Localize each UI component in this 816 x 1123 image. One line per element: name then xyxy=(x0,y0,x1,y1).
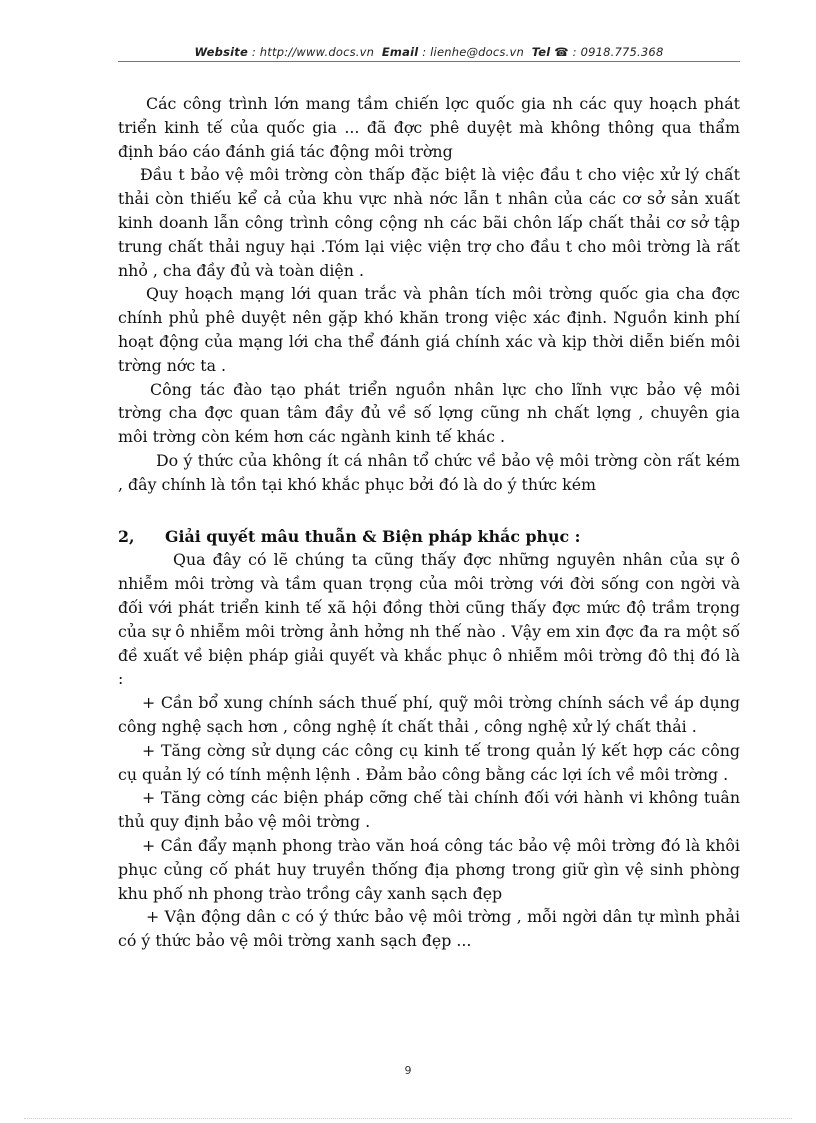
section-number: 2, xyxy=(118,526,135,546)
section-heading xyxy=(118,525,740,549)
document-body xyxy=(118,92,740,953)
paragraph: Đầu t bảo vệ môi trờng còn thấp đặc biệt là việc đầu t cho việc xử lý chất thải còn thiếu kể cả của khu vực nhà nớc lẫn t nhân của các cơ sở sản xuất kinh doanh lẫn công trình công cộng nh các bãi chôn lấp chất thải cơ sở tập trung chất thải nguy hại .Tóm lại việc viện trợ cho đầu t cho môi trờng là rất nhỏ , cha đầy đủ và toàn diện . xyxy=(118,165,740,280)
list-item: + Cần đẩy mạnh phong trào văn hoá công tác bảo vệ môi trờng đó là khôi phục củng cố phát huy truyền thống địa phơng trong giữ gìn vệ sinh phòng khu phố nh phong trào trồng cây xanh sạch đẹp xyxy=(118,835,740,903)
paragraph: Qua đây có lẽ chúng ta cũng thấy đợc những nguyên nhân của sự ô nhiễm môi trờng và tầm quan trọng của môi trờng với đời sống con ngời và đối với phát triển kinh tế xã hội đồng thời cũng thấy đợc mức độ trầm trọng của sự ô nhiễm môi trờng ảnh hởng nh thế nào . Vậy em xin đợc đa ra một số đề xuất về biện pháp giải quyết và khắc phục ô nhiễm môi trờng đô thị đó là : xyxy=(118,550,740,689)
tel-label: Tel xyxy=(531,45,551,59)
footer-divider xyxy=(24,1118,792,1119)
email-label: Email xyxy=(381,45,419,59)
phone-icon: ☎ xyxy=(554,45,569,59)
list-item: + Cần bổ xung chính sách thuế phí, quỹ môi trờng chính sách về áp dụng công nghệ sạch hơn , công nghệ ít chất thải , công nghệ xử lý chất thải . xyxy=(118,693,740,736)
list-item: + Vận động dân c có ý thức bảo vệ môi trờng , mỗi ngời dân tự mình phải có ý thức bảo vệ môi trờng xanh sạch đẹp ... xyxy=(118,907,740,951)
list-item: + Tăng cờng các biện pháp cỡng chế tài chính đối với hành vi không tuân thủ quy định bảo vệ môi trờng . xyxy=(118,788,740,832)
email-value[interactable]: : lienhe@docs.vn xyxy=(422,45,524,59)
section-title: Giải quyết mâu thuẫn & Biện pháp khắc phục : xyxy=(165,526,581,546)
tel-value: : 0918.775.368 xyxy=(572,45,664,59)
page-number: 9 xyxy=(404,1064,412,1077)
paragraph: Công tác đào tạo phát triển nguồn nhân lực cho lĩnh vực bảo vệ môi trờng cha đợc quan tâm đầy đủ về số lợng cũng nh chất lợng , chuyên gia môi trờng còn kém hơn các ngành kinh tế khác . xyxy=(118,379,740,447)
paragraph: Các công trình lớn mang tầm chiến lợc quốc gia nh các quy hoạch phát triển kinh tế của quốc gia ... đã đợc phê duyệt mà không thông qua thẩm định báo cáo đánh giá tác động môi trờng xyxy=(118,94,740,161)
paragraph: Do ý thức của không ít cá nhân tổ chức về bảo vệ môi trờng còn rất kém , đây chính là tồn tại khó khắc phục bởi đó là do ý thức kém xyxy=(118,450,740,494)
page-header xyxy=(118,45,740,62)
paragraph: Quy hoạch mạng lới quan trắc và phân tích môi trờng quốc gia cha đợc chính phủ phê duyệt nên gặp khó khăn trong việc xác định. Nguồn kinh phí hoạt động của mạng lới cha thể đánh giá chính xác và kịp thời diễn biến môi trờng nớc ta . xyxy=(118,284,740,375)
list-item: + Tăng cờng sử dụng các công cụ kinh tế trong quản lý kết hợp các công cụ quản lý có tính mệnh lệnh . Đảm bảo công bằng các lợi ích về môi trờng . xyxy=(118,740,740,784)
website-label: Website xyxy=(194,45,248,59)
website-value[interactable]: : http://www.docs.vn xyxy=(251,45,375,59)
